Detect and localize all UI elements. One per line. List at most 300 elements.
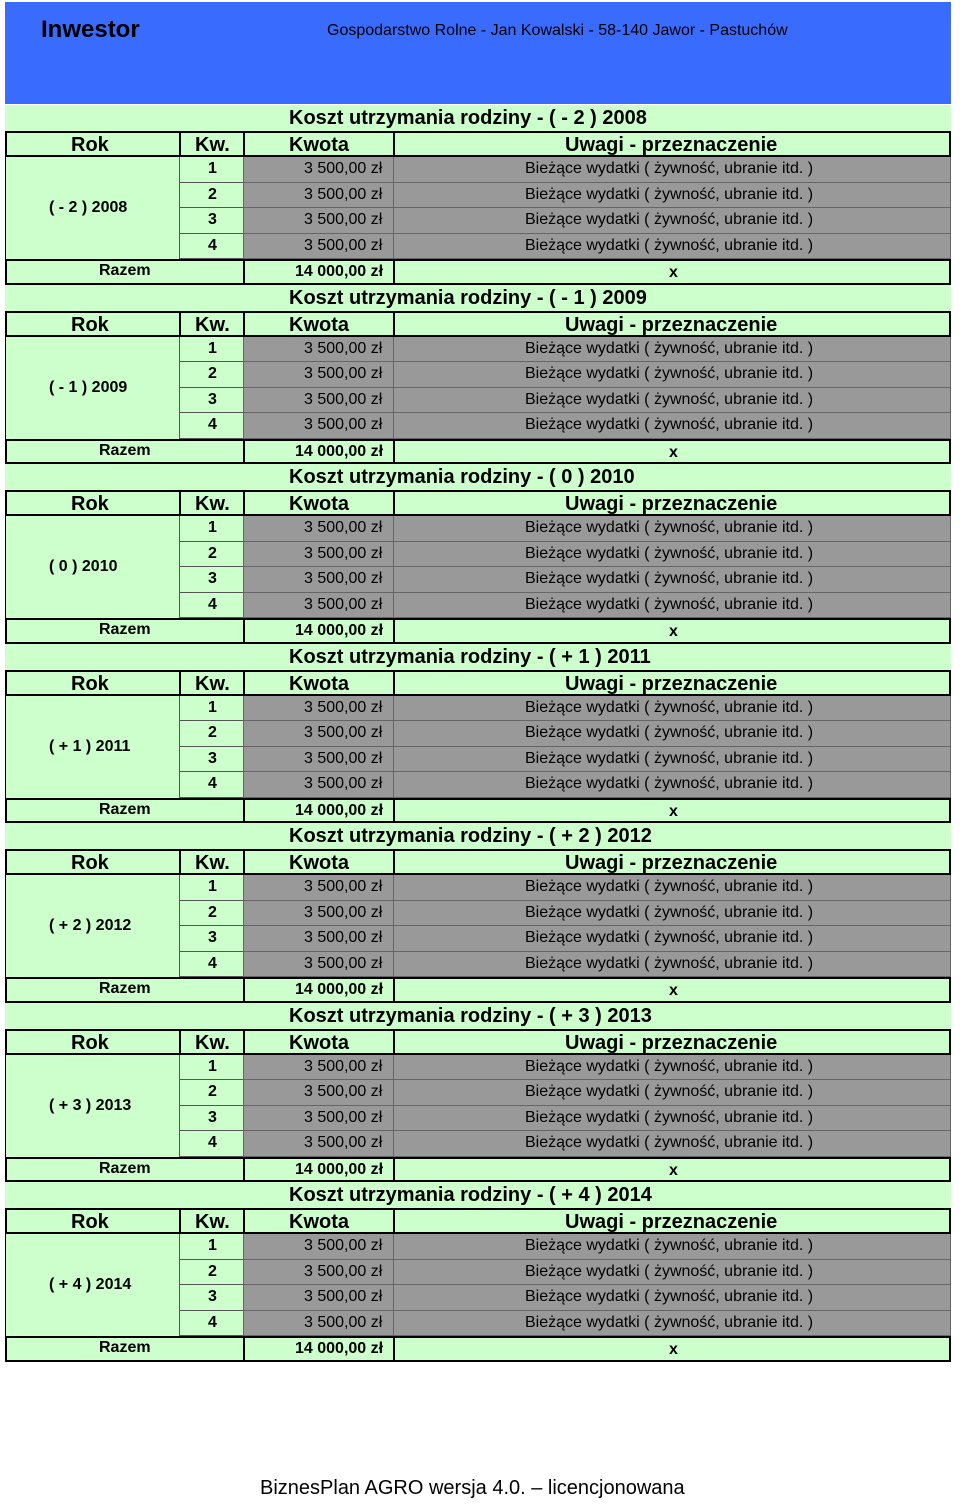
quarter-value: 1 bbox=[208, 1057, 217, 1075]
quarter-value: 1 bbox=[208, 339, 217, 357]
amount-value: 3 500,00 zł bbox=[304, 903, 383, 921]
note-value: Bieżące wydatki ( żywność, ubranie itd. ) bbox=[525, 724, 814, 741]
sum-label: Razem bbox=[99, 980, 151, 997]
cost-section bbox=[5, 823, 951, 1003]
section-title bbox=[5, 105, 951, 131]
note-cell bbox=[393, 1106, 951, 1132]
year-label: ( 0 ) 2010 bbox=[49, 558, 118, 575]
amount-value: 3 500,00 zł bbox=[304, 236, 383, 254]
quarter-value: 4 bbox=[208, 236, 217, 254]
table-row bbox=[179, 875, 951, 901]
amount-cell bbox=[243, 1106, 393, 1132]
sum-row bbox=[5, 259, 951, 285]
quarter-cell bbox=[179, 1131, 243, 1157]
cost-section bbox=[5, 285, 951, 465]
note-value: Bieżące wydatki ( żywność, ubranie itd. ) bbox=[525, 1083, 814, 1100]
note-value: Bieżące wydatki ( żywność, ubranie itd. ) bbox=[525, 390, 814, 408]
quarter-value: 3 bbox=[208, 570, 217, 587]
note-value: Bieżące wydatki ( żywność, ubranie itd. ) bbox=[525, 595, 814, 613]
table-row bbox=[179, 1106, 951, 1132]
section-title-text: Koszt utrzymania rodziny - ( 0 ) 2010 bbox=[289, 466, 635, 488]
table-header bbox=[5, 1208, 951, 1234]
amount-value: 3 500,00 zł bbox=[304, 365, 383, 382]
sum-note: x bbox=[669, 1161, 678, 1179]
table-header bbox=[5, 131, 951, 157]
amount-cell bbox=[243, 567, 393, 593]
table-row bbox=[179, 901, 951, 927]
amount-cell bbox=[243, 1055, 393, 1081]
sum-row bbox=[5, 1336, 951, 1362]
quarter-value: 3 bbox=[208, 929, 217, 946]
sum-total: 14 000,00 zł bbox=[295, 801, 384, 819]
amount-value: 3 500,00 zł bbox=[304, 160, 383, 177]
note-value: Bieżące wydatki ( żywność, ubranie itd. ) bbox=[525, 1288, 814, 1305]
section-title bbox=[5, 644, 951, 670]
table-row bbox=[179, 157, 951, 183]
sum-total: 14 000,00 zł bbox=[295, 622, 384, 639]
sum-label: Razem bbox=[99, 1339, 151, 1356]
section-title bbox=[5, 1182, 951, 1208]
quarter-cell bbox=[179, 1311, 243, 1337]
quarter-value: 2 bbox=[208, 724, 217, 741]
amount-cell bbox=[243, 1234, 393, 1260]
note-cell bbox=[393, 388, 951, 414]
quarter-cell bbox=[179, 234, 243, 260]
note-cell bbox=[393, 1311, 951, 1337]
sum-total: 14 000,00 zł bbox=[295, 1160, 384, 1178]
quarter-value: 3 bbox=[208, 390, 217, 408]
year-cell bbox=[5, 337, 179, 439]
sum-row bbox=[5, 1157, 951, 1183]
header-uwagi: Uwagi - przeznaczenie bbox=[393, 670, 951, 696]
amount-value: 3 500,00 zł bbox=[304, 724, 383, 741]
amount-value: 3 500,00 zł bbox=[304, 544, 383, 562]
quarter-value: 4 bbox=[208, 954, 217, 972]
amount-cell bbox=[243, 413, 393, 439]
note-cell bbox=[393, 208, 951, 234]
quarter-cell bbox=[179, 747, 243, 773]
quarter-cell bbox=[179, 1106, 243, 1132]
header-uwagi: Uwagi - przeznaczenie bbox=[393, 1029, 951, 1055]
note-cell bbox=[393, 1055, 951, 1081]
quarter-cell bbox=[179, 516, 243, 542]
amount-cell bbox=[243, 362, 393, 388]
section-title-text: Koszt utrzymania rodziny - ( - 2 ) 2008 bbox=[289, 107, 647, 129]
quarter-cell bbox=[179, 901, 243, 927]
header-kwota: Kwota bbox=[243, 311, 395, 337]
amount-value: 3 500,00 zł bbox=[304, 1083, 383, 1100]
sum-total-cell bbox=[243, 1336, 395, 1362]
quarter-cell bbox=[179, 157, 243, 183]
note-cell bbox=[393, 1131, 951, 1157]
amount-cell bbox=[243, 747, 393, 773]
header-uwagi: Uwagi - przeznaczenie bbox=[393, 490, 951, 516]
header-rok: Rok bbox=[5, 849, 181, 875]
note-value: Bieżące wydatki ( żywność, ubranie itd. ) bbox=[525, 954, 814, 972]
quarter-cell bbox=[179, 1080, 243, 1106]
note-value: Bieżące wydatki ( żywność, ubranie itd. ) bbox=[525, 1313, 814, 1331]
quarter-cell bbox=[179, 567, 243, 593]
table-header bbox=[5, 1029, 951, 1055]
header-kw: Kw. bbox=[179, 670, 245, 696]
note-cell bbox=[393, 567, 951, 593]
quarter-value: 3 bbox=[208, 1288, 217, 1305]
note-value: Bieżące wydatki ( żywność, ubranie itd. ) bbox=[525, 519, 814, 536]
table-row bbox=[179, 362, 951, 388]
amount-value: 3 500,00 zł bbox=[304, 570, 383, 587]
note-value: Bieżące wydatki ( żywność, ubranie itd. ) bbox=[525, 185, 814, 203]
note-value: Bieżące wydatki ( żywność, ubranie itd. ) bbox=[525, 1134, 814, 1151]
amount-cell bbox=[243, 772, 393, 798]
header-uwagi: Uwagi - przeznaczenie bbox=[393, 131, 951, 157]
quarter-value: 4 bbox=[208, 775, 217, 792]
quarter-value: 1 bbox=[208, 878, 217, 895]
note-cell bbox=[393, 183, 951, 209]
header-kw: Kw. bbox=[179, 1029, 245, 1055]
header-kwota: Kwota bbox=[243, 490, 395, 516]
note-value: Bieżące wydatki ( żywność, ubranie itd. ) bbox=[525, 749, 814, 767]
sum-total-cell bbox=[243, 618, 395, 644]
amount-value: 3 500,00 zł bbox=[304, 878, 383, 895]
cost-section bbox=[5, 1003, 951, 1183]
year-cell bbox=[5, 1055, 179, 1157]
amount-value: 3 500,00 zł bbox=[304, 416, 383, 433]
note-value: Bieżące wydatki ( żywność, ubranie itd. ) bbox=[525, 1237, 814, 1254]
sum-total: 14 000,00 zł bbox=[295, 442, 384, 460]
header-kwota: Kwota bbox=[243, 670, 395, 696]
amount-value: 3 500,00 zł bbox=[304, 1313, 383, 1331]
header-kw: Kw. bbox=[179, 849, 245, 875]
amount-cell bbox=[243, 388, 393, 414]
amount-value: 3 500,00 zł bbox=[304, 339, 383, 357]
amount-value: 3 500,00 zł bbox=[304, 211, 383, 228]
sum-note: x bbox=[669, 623, 678, 640]
note-value: Bieżące wydatki ( żywność, ubranie itd. ) bbox=[525, 698, 814, 716]
header-kw: Kw. bbox=[179, 490, 245, 516]
quarter-cell bbox=[179, 388, 243, 414]
quarter-value: 2 bbox=[208, 185, 217, 203]
year-label: ( + 3 ) 2013 bbox=[49, 1096, 132, 1114]
header-rok: Rok bbox=[5, 490, 181, 516]
note-cell bbox=[393, 516, 951, 542]
section-title-text: Koszt utrzymania rodziny - ( - 1 ) 2009 bbox=[289, 286, 647, 309]
sum-note: x bbox=[669, 1341, 678, 1358]
table-row bbox=[179, 1285, 951, 1311]
table-header bbox=[5, 311, 951, 337]
note-cell bbox=[393, 926, 951, 952]
table-header bbox=[5, 490, 951, 516]
amount-value: 3 500,00 zł bbox=[304, 1262, 383, 1280]
table-row bbox=[179, 1311, 951, 1337]
quarter-cell bbox=[179, 772, 243, 798]
header-rok: Rok bbox=[5, 1208, 181, 1234]
page-title: Inwestor bbox=[41, 16, 140, 43]
note-cell bbox=[393, 1080, 951, 1106]
note-cell bbox=[393, 772, 951, 798]
sum-row bbox=[5, 977, 951, 1003]
amount-value: 3 500,00 zł bbox=[304, 1134, 383, 1151]
cost-tables bbox=[5, 105, 951, 1362]
sum-total-cell bbox=[243, 439, 395, 465]
amount-value: 3 500,00 zł bbox=[304, 519, 383, 536]
header-uwagi: Uwagi - przeznaczenie bbox=[393, 1208, 951, 1234]
quarter-cell bbox=[179, 593, 243, 619]
amount-value: 3 500,00 zł bbox=[304, 775, 383, 792]
quarter-value: 1 bbox=[208, 698, 217, 716]
note-cell bbox=[393, 362, 951, 388]
note-cell bbox=[393, 875, 951, 901]
sum-total-cell bbox=[243, 798, 395, 824]
sum-label: Razem bbox=[99, 262, 151, 279]
quarter-cell bbox=[179, 362, 243, 388]
amount-cell bbox=[243, 593, 393, 619]
amount-cell bbox=[243, 542, 393, 568]
sum-note: x bbox=[669, 443, 678, 461]
quarter-cell bbox=[179, 952, 243, 978]
table-row bbox=[179, 1055, 951, 1081]
note-value: Bieżące wydatki ( żywność, ubranie itd. ) bbox=[525, 544, 814, 562]
amount-cell bbox=[243, 337, 393, 363]
sum-row bbox=[5, 439, 951, 465]
quarter-value: 3 bbox=[208, 211, 217, 228]
amount-cell bbox=[243, 696, 393, 722]
sum-total: 14 000,00 zł bbox=[295, 1340, 384, 1357]
section-title-text: Koszt utrzymania rodziny - ( + 1 ) 2011 bbox=[289, 645, 651, 668]
section-title-text: Koszt utrzymania rodziny - ( + 4 ) 2014 bbox=[289, 1184, 652, 1206]
amount-value: 3 500,00 zł bbox=[304, 1237, 383, 1254]
note-cell bbox=[393, 721, 951, 747]
amount-cell bbox=[243, 1285, 393, 1311]
note-value: Bieżące wydatki ( żywność, ubranie itd. ) bbox=[525, 365, 814, 382]
note-cell bbox=[393, 1285, 951, 1311]
note-cell bbox=[393, 593, 951, 619]
amount-value: 3 500,00 zł bbox=[304, 749, 383, 767]
header-kwota: Kwota bbox=[243, 849, 395, 875]
sum-note: x bbox=[669, 264, 678, 281]
note-value: Bieżące wydatki ( żywność, ubranie itd. ) bbox=[525, 1262, 814, 1280]
amount-value: 3 500,00 zł bbox=[304, 954, 383, 972]
quarter-cell bbox=[179, 1260, 243, 1286]
note-value: Bieżące wydatki ( żywność, ubranie itd. ) bbox=[525, 1108, 814, 1126]
amount-value: 3 500,00 zł bbox=[304, 185, 383, 203]
sum-row bbox=[5, 618, 951, 644]
note-cell bbox=[393, 696, 951, 722]
quarter-value: 2 bbox=[208, 1262, 217, 1280]
header-uwagi: Uwagi - przeznaczenie bbox=[393, 311, 951, 337]
quarter-value: 2 bbox=[208, 365, 217, 382]
amount-value: 3 500,00 zł bbox=[304, 1057, 383, 1075]
sum-label: Razem bbox=[99, 621, 151, 638]
footer-text: BiznesPlan AGRO wersja 4.0. – licencjonowana bbox=[260, 1477, 685, 1499]
note-value: Bieżące wydatki ( żywność, ubranie itd. ) bbox=[525, 416, 814, 433]
amount-cell bbox=[243, 952, 393, 978]
amount-cell bbox=[243, 721, 393, 747]
cost-section bbox=[5, 464, 951, 644]
quarter-cell bbox=[179, 875, 243, 901]
table-row bbox=[179, 413, 951, 439]
table-header bbox=[5, 849, 951, 875]
note-cell bbox=[393, 234, 951, 260]
amount-value: 3 500,00 zł bbox=[304, 698, 383, 716]
table-row bbox=[179, 516, 951, 542]
quarter-cell bbox=[179, 926, 243, 952]
table-row bbox=[179, 952, 951, 978]
quarter-cell bbox=[179, 542, 243, 568]
note-value: Bieżące wydatki ( żywność, ubranie itd. ) bbox=[525, 211, 814, 228]
quarter-value: 4 bbox=[208, 416, 217, 433]
note-cell bbox=[393, 413, 951, 439]
note-cell bbox=[393, 337, 951, 363]
year-cell bbox=[5, 875, 179, 977]
amount-value: 3 500,00 zł bbox=[304, 1288, 383, 1305]
section-title bbox=[5, 285, 951, 311]
table-row bbox=[179, 1080, 951, 1106]
quarter-value: 4 bbox=[208, 1313, 217, 1331]
quarter-value: 2 bbox=[208, 544, 217, 562]
sum-total: 14 000,00 zł bbox=[295, 981, 384, 998]
header-kw: Kw. bbox=[179, 311, 245, 337]
year-cell bbox=[5, 157, 179, 259]
table-row bbox=[179, 208, 951, 234]
section-title-text: Koszt utrzymania rodziny - ( + 3 ) 2013 bbox=[289, 1004, 652, 1027]
note-value: Bieżące wydatki ( żywność, ubranie itd. ) bbox=[525, 339, 814, 357]
sum-note: x bbox=[669, 982, 678, 999]
year-cell bbox=[5, 696, 179, 798]
quarter-value: 2 bbox=[208, 1083, 217, 1100]
note-value: Bieżące wydatki ( żywność, ubranie itd. ) bbox=[525, 570, 814, 587]
sum-total-cell bbox=[243, 259, 395, 285]
amount-cell bbox=[243, 1080, 393, 1106]
amount-cell bbox=[243, 516, 393, 542]
year-label: ( + 4 ) 2014 bbox=[49, 1276, 132, 1293]
header-kwota: Kwota bbox=[243, 1208, 395, 1234]
year-cell bbox=[5, 1234, 179, 1336]
table-row bbox=[179, 593, 951, 619]
quarter-value: 1 bbox=[208, 160, 217, 177]
quarter-value: 1 bbox=[208, 519, 217, 536]
header-kwota: Kwota bbox=[243, 131, 395, 157]
note-value: Bieżące wydatki ( żywność, ubranie itd. ) bbox=[525, 236, 814, 254]
amount-value: 3 500,00 zł bbox=[304, 929, 383, 946]
cost-section bbox=[5, 1182, 951, 1362]
sum-total-cell bbox=[243, 977, 395, 1003]
quarter-cell bbox=[179, 337, 243, 363]
section-title bbox=[5, 823, 951, 849]
note-value: Bieżące wydatki ( żywność, ubranie itd. ) bbox=[525, 160, 814, 177]
quarter-cell bbox=[179, 1285, 243, 1311]
note-cell bbox=[393, 1234, 951, 1260]
quarter-value: 1 bbox=[208, 1237, 217, 1254]
amount-value: 3 500,00 zł bbox=[304, 1108, 383, 1126]
header-rok: Rok bbox=[5, 131, 181, 157]
amount-cell bbox=[243, 875, 393, 901]
amount-cell bbox=[243, 1260, 393, 1286]
table-row bbox=[179, 337, 951, 363]
section-title-text: Koszt utrzymania rodziny - ( + 2 ) 2012 bbox=[289, 825, 652, 847]
note-value: Bieżące wydatki ( żywność, ubranie itd. ) bbox=[525, 775, 814, 792]
page-header bbox=[5, 2, 951, 104]
table-row bbox=[179, 721, 951, 747]
amount-cell bbox=[243, 1131, 393, 1157]
amount-cell bbox=[243, 208, 393, 234]
sum-label: Razem bbox=[99, 441, 151, 459]
year-label: ( + 1 ) 2011 bbox=[49, 737, 131, 755]
amount-cell bbox=[243, 926, 393, 952]
quarter-cell bbox=[179, 696, 243, 722]
year-label: ( + 2 ) 2012 bbox=[49, 917, 132, 934]
header-rok: Rok bbox=[5, 1029, 181, 1055]
quarter-cell bbox=[179, 721, 243, 747]
note-cell bbox=[393, 901, 951, 927]
amount-value: 3 500,00 zł bbox=[304, 390, 383, 408]
amount-cell bbox=[243, 234, 393, 260]
quarter-value: 4 bbox=[208, 1134, 217, 1151]
header-rok: Rok bbox=[5, 670, 181, 696]
sum-total-cell bbox=[243, 1157, 395, 1183]
table-header bbox=[5, 670, 951, 696]
header-rok: Rok bbox=[5, 311, 181, 337]
note-value: Bieżące wydatki ( żywność, ubranie itd. ) bbox=[525, 878, 814, 895]
cost-section bbox=[5, 105, 951, 285]
year-cell bbox=[5, 516, 179, 618]
table-row bbox=[179, 1260, 951, 1286]
quarter-value: 4 bbox=[208, 595, 217, 613]
table-row bbox=[179, 1234, 951, 1260]
header-kw: Kw. bbox=[179, 131, 245, 157]
table-row bbox=[179, 772, 951, 798]
amount-cell bbox=[243, 157, 393, 183]
quarter-cell bbox=[179, 183, 243, 209]
note-cell bbox=[393, 1260, 951, 1286]
quarter-value: 3 bbox=[208, 749, 217, 767]
table-row bbox=[179, 696, 951, 722]
table-row bbox=[179, 926, 951, 952]
note-value: Bieżące wydatki ( żywność, ubranie itd. ) bbox=[525, 929, 814, 946]
quarter-cell bbox=[179, 413, 243, 439]
section-title bbox=[5, 1003, 951, 1029]
amount-cell bbox=[243, 183, 393, 209]
header-kw: Kw. bbox=[179, 1208, 245, 1234]
table-row bbox=[179, 542, 951, 568]
note-cell bbox=[393, 952, 951, 978]
quarter-value: 3 bbox=[208, 1108, 217, 1126]
amount-cell bbox=[243, 1311, 393, 1337]
section-title bbox=[5, 464, 951, 490]
farm-subtitle: Gospodarstwo Rolne - Jan Kowalski - 58-140 Jawor - Pastuchów bbox=[327, 22, 788, 39]
header-kwota: Kwota bbox=[243, 1029, 395, 1055]
table-row bbox=[179, 388, 951, 414]
table-row bbox=[179, 183, 951, 209]
note-value: Bieżące wydatki ( żywność, ubranie itd. ) bbox=[525, 1057, 814, 1075]
quarter-cell bbox=[179, 1055, 243, 1081]
sum-label: Razem bbox=[99, 1159, 151, 1177]
table-row bbox=[179, 1131, 951, 1157]
sum-row bbox=[5, 798, 951, 824]
year-label: ( - 2 ) 2008 bbox=[49, 199, 128, 216]
cost-section bbox=[5, 644, 951, 824]
note-cell bbox=[393, 747, 951, 773]
year-label: ( - 1 ) 2009 bbox=[49, 378, 128, 396]
quarter-cell bbox=[179, 1234, 243, 1260]
note-cell bbox=[393, 542, 951, 568]
table-row bbox=[179, 747, 951, 773]
sum-note: x bbox=[669, 802, 678, 820]
quarter-value: 2 bbox=[208, 903, 217, 921]
table-row bbox=[179, 567, 951, 593]
header-uwagi: Uwagi - przeznaczenie bbox=[393, 849, 951, 875]
sum-label: Razem bbox=[99, 800, 151, 818]
note-cell bbox=[393, 157, 951, 183]
